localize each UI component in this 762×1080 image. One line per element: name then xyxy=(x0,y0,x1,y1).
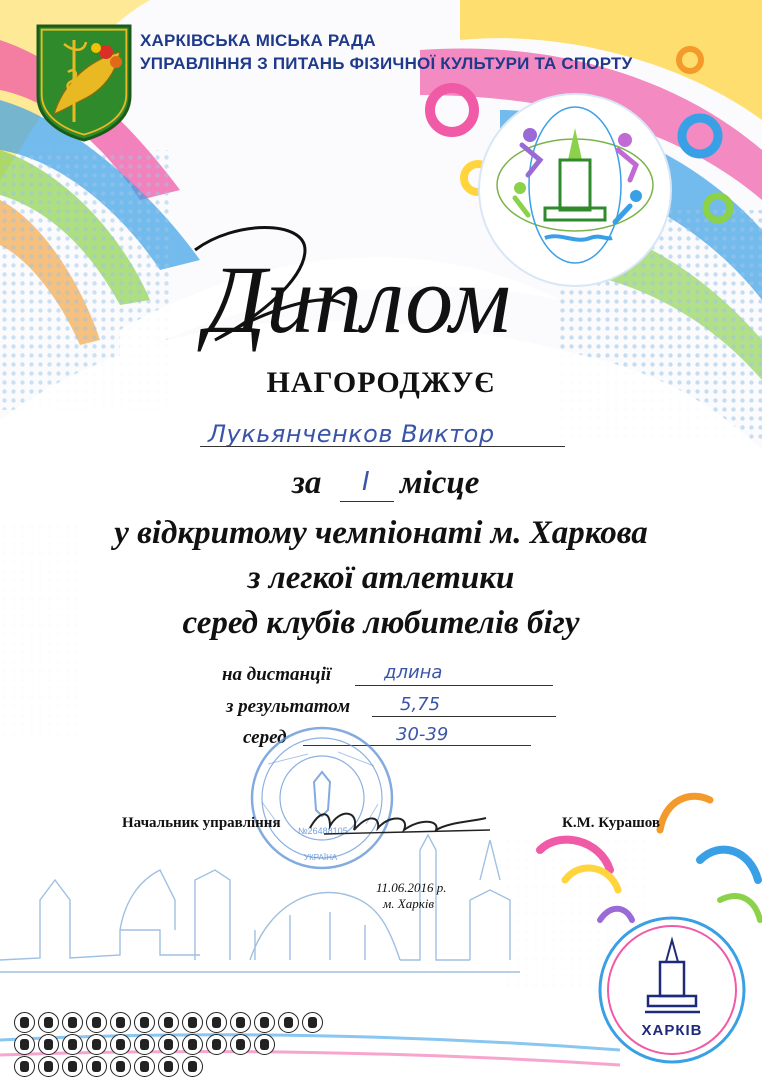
stamp-country: УКРАЇНА xyxy=(304,853,338,862)
signatory-position: Начальник управління xyxy=(122,815,281,831)
place-suffix: місце xyxy=(400,465,480,501)
sport-icon xyxy=(158,1012,179,1033)
sport-icon xyxy=(110,1056,131,1077)
sport-icon xyxy=(86,1012,107,1033)
diploma-title-text: Диплом xyxy=(205,246,511,353)
place-row xyxy=(0,465,762,509)
sport-icon xyxy=(302,1012,323,1033)
sport-icon xyxy=(14,1012,35,1033)
distance-underline xyxy=(355,685,553,686)
coat-of-arms-emblem xyxy=(34,22,134,142)
sport-icon xyxy=(230,1012,251,1033)
sport-icon xyxy=(206,1012,227,1033)
among-value: 30-39 xyxy=(396,724,449,745)
sport-icons-strip xyxy=(14,1012,344,1078)
sport-icon xyxy=(38,1034,59,1055)
sport-icon xyxy=(62,1012,83,1033)
among-label: серед xyxy=(243,727,287,748)
sport-icon xyxy=(14,1034,35,1055)
place-prefix: за xyxy=(292,465,322,501)
official-stamp xyxy=(248,724,396,872)
sport-icon xyxy=(206,1034,227,1055)
diploma-title xyxy=(175,210,595,360)
sport-icon xyxy=(158,1034,179,1055)
signatory-name: К.М. Курашов xyxy=(562,815,661,831)
sport-icon xyxy=(14,1056,35,1077)
sport-icon xyxy=(134,1056,155,1077)
sport-icon xyxy=(254,1034,275,1055)
sport-icon xyxy=(86,1034,107,1055)
event-line-1: у відкритому чемпіонаті м. Харкова xyxy=(114,515,648,551)
place-value: I xyxy=(362,467,370,497)
sport-icon xyxy=(62,1056,83,1077)
sport-icon xyxy=(158,1056,179,1077)
sport-icon xyxy=(182,1034,203,1055)
sport-icon xyxy=(254,1012,275,1033)
result-value: 5,75 xyxy=(400,694,441,715)
recipient-underline xyxy=(200,446,565,447)
header-department: УПРАВЛІННЯ З ПИТАНЬ ФІЗИЧНОЇ КУЛЬТУРИ ТА СПОРТУ xyxy=(140,54,633,73)
kharkiv-logo-label: ХАРКІВ xyxy=(641,1022,703,1039)
distance-value: длина xyxy=(384,662,443,683)
event-line-3: серед клубів любителів бігу xyxy=(182,605,580,641)
sport-icon xyxy=(86,1056,107,1077)
distance-label: на дистанції xyxy=(222,664,332,685)
result-label: з результатом xyxy=(226,696,351,717)
result-underline xyxy=(372,716,556,717)
handwritten-signature xyxy=(300,800,510,840)
place-underline xyxy=(340,501,394,502)
sport-icon xyxy=(230,1034,251,1055)
header-city-council: ХАРКІВСЬКА МІСЬКА РАДА xyxy=(140,31,376,50)
sport-icon xyxy=(182,1056,203,1077)
sport-icon xyxy=(134,1034,155,1055)
stamp-number: №26488105 xyxy=(298,826,348,836)
sport-icon xyxy=(278,1012,299,1033)
sport-icon xyxy=(38,1056,59,1077)
sport-icon xyxy=(38,1012,59,1033)
recipient-name: Лукьянченков Виктор xyxy=(208,420,495,448)
sport-icon xyxy=(110,1012,131,1033)
sport-icon xyxy=(182,1012,203,1033)
issue-city: м. Харків xyxy=(383,896,435,911)
sport-icon xyxy=(110,1034,131,1055)
event-line-2: з легкої атлетики xyxy=(247,560,515,596)
sport-icon xyxy=(134,1012,155,1033)
issue-date: 11.06.2016 р. xyxy=(376,880,447,895)
award-heading: НАГОРОДЖУЄ xyxy=(266,366,496,399)
sport-icon xyxy=(62,1034,83,1055)
